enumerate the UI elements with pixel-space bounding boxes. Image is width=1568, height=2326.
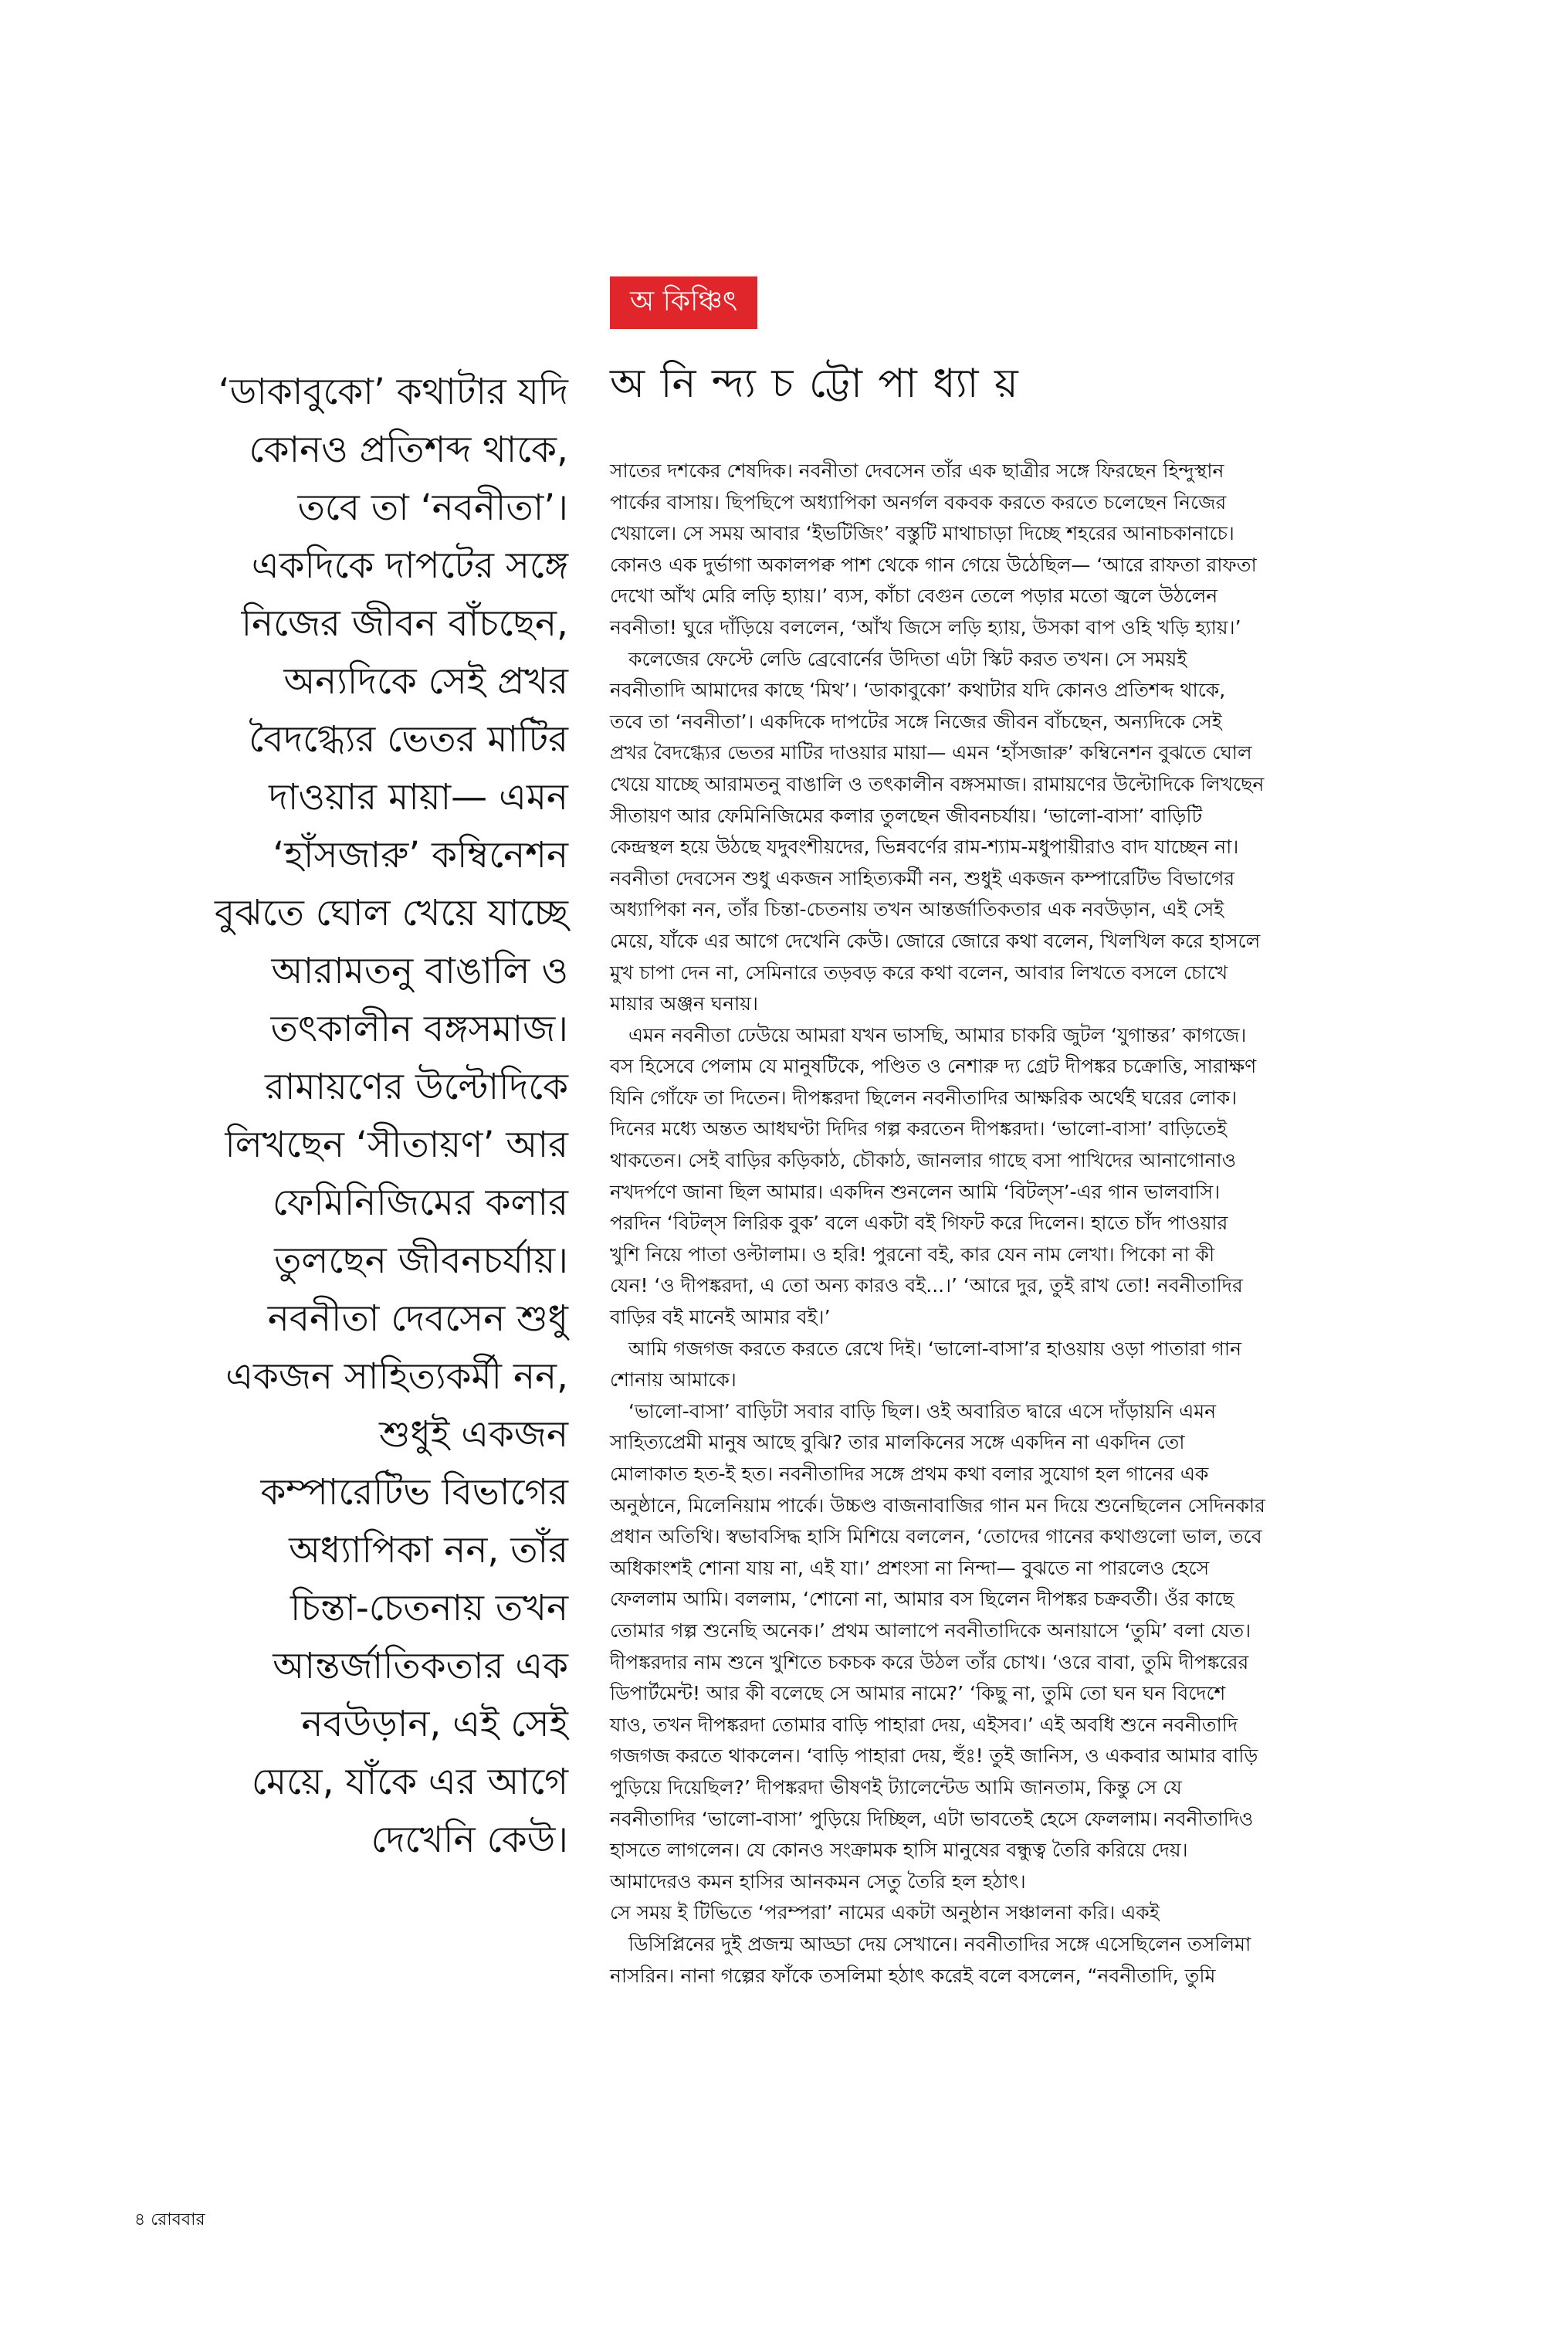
pull-quote-line: চিন্তা-চেতনায় তখন <box>290 1587 568 1629</box>
pull-quote-line: তবে তা ‘নবনীতা’। <box>297 487 568 529</box>
article-line: অধিকাংশই শোনা যায় না, এই যা।’ প্রশংসা না নিন্দা— বুঝতে না পারলেও হেসে <box>610 1556 1210 1579</box>
article-line: বাড়ির বই মানেই আমার বই।’ <box>610 1306 831 1329</box>
pull-quote-line: ‘ডাকাবুকো’ কথাটার যদি <box>218 371 568 413</box>
pull-quote-line: বৈদগ্ধ্যের ভেতর মাটির <box>249 718 568 761</box>
pull-quote-line: কোনও প্রতিশব্দ থাকে, <box>249 429 568 471</box>
article-line: পুড়িয়ে দিয়েছিল?’ দীপঙ্করদা ভীষণই ট্যালেন্টেড আমি জানতাম, কিন্তু সে যে <box>610 1775 1182 1799</box>
article-line: নখদর্পণে জানা ছিল আমার। একদিন শুনলেন আমি ‘বিটল্‌স’-এর গান ভালবাসি। <box>610 1180 1221 1203</box>
pull-quote-line: নিজের জীবন বাঁচছেন, <box>241 602 568 645</box>
pull-quote-line: কম্পারেটিভ বিভাগের <box>260 1471 568 1514</box>
article-line: খেয়ালে। সে সময় আবার ‘ইভটিজিং’ বস্তুটি মাথাচাড়া দিচ্ছে শহরের আনাচকানাচে। <box>610 522 1234 545</box>
pull-quote-line: একজন সাহিত্যকর্মী নন, <box>225 1355 568 1398</box>
article-line: এমন নবনীতা ঢেউয়ে আমরা যখন ভাসছি, আমার চাকরি জুটল ‘যুগান্তর’ কাগজে। <box>628 1023 1247 1046</box>
article-line: দীপঙ্করদার নাম শুনে খুশিতে চকচক করে উঠল তাঁর চোখ। ‘ওরে বাবা, তুমি দীপঙ্করের <box>610 1650 1249 1673</box>
article-line: আমাদেরও কমন হাসির আনকমন সেতু তৈরি হল হঠাৎ। <box>610 1870 1026 1893</box>
article-line: অধ্যাপিকা নন, তাঁর চিন্তা-চেতনায় তখন আন্তর্জাতিকতার এক নবউড়ান, এই সেই <box>610 898 1224 921</box>
pull-quote-line: অন্যদিকে সেই প্রখর <box>283 660 568 703</box>
pull-quote-line: তৎকালীন বঙ্গসমাজ। <box>270 1008 568 1050</box>
article-line: মেয়ে, যাঁকে এর আগে দেখেনি কেউ। জোরে জোরে কথা বলেন, খিলখিল করে হাসলে <box>610 929 1261 952</box>
article-line: পার্কের বাসায়। ছিপছিপে অধ্যাপিকা অনর্গল বকবক করতে করতে চলেছেন নিজের <box>610 490 1227 514</box>
article-line: কোনও এক দুর্ভাগা অকালপক্ব পাশ থেকে গান গেয়ে উঠেছিল— ‘আরে রাফতা রাফতা <box>610 553 1257 576</box>
article-line: বস হিসেবে পেলাম যে মানুষটিকে, পণ্ডিত ও নেশারু দ্য গ্রেট দীপঙ্কর চক্রোত্তি, সারাক্ষণ <box>610 1055 1257 1078</box>
pull-quote-line: একদিকে দাপটের সঙ্গে <box>251 544 568 587</box>
article-line: দিনের মধ্যে অন্তত আধঘণ্টা দিদির গল্প করতেন দীপঙ্করদা। ‘ভালো-বাসা’ বাড়িতেই <box>610 1117 1228 1141</box>
article-line: মুখ চাপা দেন না, সেমিনারে তড়বড় করে কথা বলেন, আবার লিখতে বসলে চোখে <box>610 961 1228 984</box>
pull-quote <box>182 363 568 1869</box>
article-line: মায়ার অঞ্জন ঘনায়। <box>610 992 758 1016</box>
article-line: যাও, তখন দীপঙ্করদা তোমার বাড়ি পাহারা দেয়, এইসব।’ এই অবধি শুনে নবনীতাদি <box>610 1713 1238 1736</box>
article-line: কলেজের ফেস্টে লেডি ব্রেবোর্নের উদিতা এটা স্কিট করত তখন। সে সময়ই <box>628 647 1187 670</box>
article-paragraph <box>610 456 1568 644</box>
article-line: নাসরিন। নানা গল্পের ফাঁকে তসলিমা হঠাৎ করেই বলে বসলেন, “নবনীতাদি, তুমি <box>610 1964 1216 1987</box>
article-line: তবে তা ‘নবনীতা’। একদিকে দাপটের সঙ্গে নিজের জীবন বাঁচছেন, অন্যদিকে সেই <box>610 710 1222 733</box>
article-paragraph <box>610 1929 1568 1992</box>
article-line: শোনায় আমাকে। <box>610 1368 737 1392</box>
article-line: সাতের দশকের শেষদিক। নবনীতা দেবসেন তাঁর এক ছাত্রীর সঙ্গে ফিরছেন হিন্দুস্থান <box>610 459 1224 482</box>
article-line: তোমার গল্প শুনেছি অনেক।’ প্রথম আলাপে নবনীতাদিকে অনায়াসে ‘তুমি’ বলা যেত। <box>610 1619 1251 1642</box>
article-line: মোলাকাত হত-ই হত। নবনীতাদির সঙ্গে প্রথম কথা বলার সুযোগ হল গানের এক <box>610 1463 1209 1485</box>
article-line: থাকতেন। সেই বাড়ির কড়িকাঠ, চৌকাঠ, জানলার গাছে বসা পাখিদের আনাগোনাও <box>610 1149 1237 1172</box>
article-line: সে সময় ই টিভিতে ‘পরম্পরা’ নামের একটা অনুষ্ঠান সঞ্চালনা করি। একই <box>610 1901 1160 1924</box>
article-body <box>610 456 1568 1992</box>
article-line: হাসতে লাগলেন। যে কোনও সংক্রামক হাসি মানুষের বন্ধুত্ব তৈরি করিয়ে দেয়। <box>610 1839 1188 1862</box>
article-line: নবনীতা দেবসেন শুধু একজন সাহিত্যকর্মী নন, শুধুই একজন কম্পারেটিভ বিভাগের <box>610 866 1235 890</box>
pull-quote-line: শুধুই একজন <box>379 1413 568 1456</box>
article-line: আমি গজগজ করতে করতে রেখে দিই। ‘ভালো-বাসা’র হাওয়ায় ওড়া পাতারা গান <box>628 1337 1242 1360</box>
pull-quote-line: অধ্যাপিকা নন, তাঁর <box>289 1529 568 1572</box>
pull-quote-line: নবনীতা দেবসেন শুধু <box>267 1297 568 1340</box>
pull-quote-line: মেয়ে, যাঁকে এর আগে <box>251 1761 568 1803</box>
article-line: ফেললাম আমি। বললাম, ‘শোনো না, আমার বস ছিলেন দীপঙ্কর চক্রবর্তী। ওঁর কাছে <box>610 1588 1234 1611</box>
article-line: অনুষ্ঠানে, মিলেনিয়াম পার্কে। উচ্চণ্ড বাজনাবাজির গান মন দিয়ে শুনেছিলেন সেদিনকার <box>610 1494 1265 1517</box>
article-line: প্রখর বৈদগ্ধ্যের ভেতর মাটির দাওয়ার মায়া— এমন ‘হাঁসজারু’ কম্বিনেশন বুঝতে ঘোল <box>610 741 1252 765</box>
article-line: খুশি নিয়ে পাতা ওল্টালাম। ও হরি! পুরনো বই, কার যেন নাম লেখা। পিকো না কী <box>610 1243 1215 1266</box>
pull-quote-line: ফেমিনিজিমের কলার <box>272 1182 568 1224</box>
section-label: অ কিঞ্চিৎ <box>610 276 757 329</box>
article-line: ডিসিপ্লিনের দুই প্রজন্ম আড্ডা দেয় সেখানে। নবনীতাদির সঙ্গে এসেছিলেন তসলিমা <box>628 1932 1251 1955</box>
pull-quote-line: দাওয়ার মায়া— এমন <box>269 776 568 819</box>
article-line: ‘ভালো-বাসা’ বাড়িটা সবার বাড়ি ছিল। ওই অবারিত দ্বারে এসে দাঁড়ায়নি এমন <box>628 1399 1217 1422</box>
article-line: সীতায়ণ আর ফেমিনিজিমের কলার তুলছেন জীবনচর্যায়। ‘ভালো-বাসা’ বাড়িটি <box>610 804 1203 827</box>
article-paragraph <box>610 1334 1568 1396</box>
pull-quote-line: ‘হাঁসজারু’ কম্বিনেশন <box>273 834 568 876</box>
article-line: খেয়ে যাচ্ছে আরামতনু বাঙালি ও তৎকালীন বঙ্গসমাজ। রামায়ণের উল্টোদিকে লিখছেন <box>610 772 1265 795</box>
article-line: যেন! ‘ও দীপঙ্করদা, এ তো অন্য কারও বই...।’ ‘আরে দুর, তুই রাখ তো! নবনীতাদির <box>610 1274 1243 1297</box>
page-folio: ৪ রোববার <box>134 2210 205 2229</box>
article-line: নবনীতাদির ‘ভালো-বাসা’ পুড়িয়ে দিচ্ছিল, এটা ভাবতেই হেসে ফেললাম। নবনীতাদিও <box>610 1807 1254 1830</box>
article-line: গজগজ করতে থাকলেন। ‘বাড়ি পাহারা দেয়, হুঁঃ! তুই জানিস, ও একবার আমার বাড়ি <box>610 1744 1258 1768</box>
article-line: সাহিত্যপ্রেমী মানুষ আছে বুঝি? তার মালকিনের সঙ্গে একদিন না একদিন তো <box>610 1431 1185 1454</box>
article-paragraph <box>610 644 1568 1020</box>
pull-quote-line: আন্তর্জাতিকতার এক <box>273 1645 568 1687</box>
pull-quote-line: দেখেনি কেউ। <box>371 1819 568 1861</box>
article-paragraph <box>610 1020 1568 1334</box>
article-line: যিনি গোঁফে তা দিতেন। দীপঙ্করদা ছিলেন নবনীতাদির আক্ষরিক অর্থেই ঘরের লোক। <box>610 1086 1238 1109</box>
pull-quote-line: আরামতনু বাঙালি ও <box>271 950 568 992</box>
article-line: প্রধান অতিথি। স্বভাবসিদ্ধ হাসি মিশিয়ে বললেন, ‘তোদের গানের কথাগুলো ভাল, তবে <box>610 1525 1262 1548</box>
pull-quote-line: বুঝতে ঘোল খেয়ে যাচ্ছে <box>214 892 568 934</box>
pull-quote-line: তুলছেন জীবনচর্যায়। <box>274 1239 568 1282</box>
article-line: কেন্দ্রস্থল হয়ে উঠছে যদুবংশীয়দের, ভিন্নবর্ণের রাম-শ্যাম-মধুপায়ীরাও বাদ যাচ্ছেন না। <box>610 836 1239 859</box>
article-line: নবনীতাদি আমাদের কাছে ‘মিথ’। ‘ডাকাবুকো’ কথাটার যদি কোনও প্রতিশব্দ থাকে, <box>610 679 1226 702</box>
article-paragraph <box>610 1396 1568 1929</box>
pull-quote-line: নবউড়ান, এই সেই <box>301 1703 568 1745</box>
article-line: দেখো আঁখ মেরি লড়ি হ্যায়।’ ব্যস, কাঁচা বেগুন তেলে পড়ার মতো জ্বলে উঠলেন <box>610 585 1218 608</box>
article-line: ডিপার্টমেন্ট! আর কী বলেছে সে আমার নামে?’ ‘কিছু না, তুমি তো ঘন ঘন বিদেশে <box>610 1682 1226 1705</box>
author-byline: অ নি ন্দ্য চ ট্টো পা ধ্যা য় <box>610 361 1020 407</box>
pull-quote-line: লিখছেন ‘সীতায়ণ’ আর <box>225 1124 568 1166</box>
article-line: নবনীতা! ঘুরে দাঁড়িয়ে বললেন, ‘আঁখ জিসে লড়ি হ্যায়, উসকা বাপ ওহি খড়ি হ্যায়।’ <box>610 615 1241 639</box>
article-line: পরদিন ‘বিটল্‌স লিরিক বুক’ বলে একটা বই গিফট করে দিলেন। হাতে চাঁদ পাওয়ার <box>610 1212 1228 1235</box>
pull-quote-line: রামায়ণের উল্টোদিকে <box>264 1066 568 1108</box>
